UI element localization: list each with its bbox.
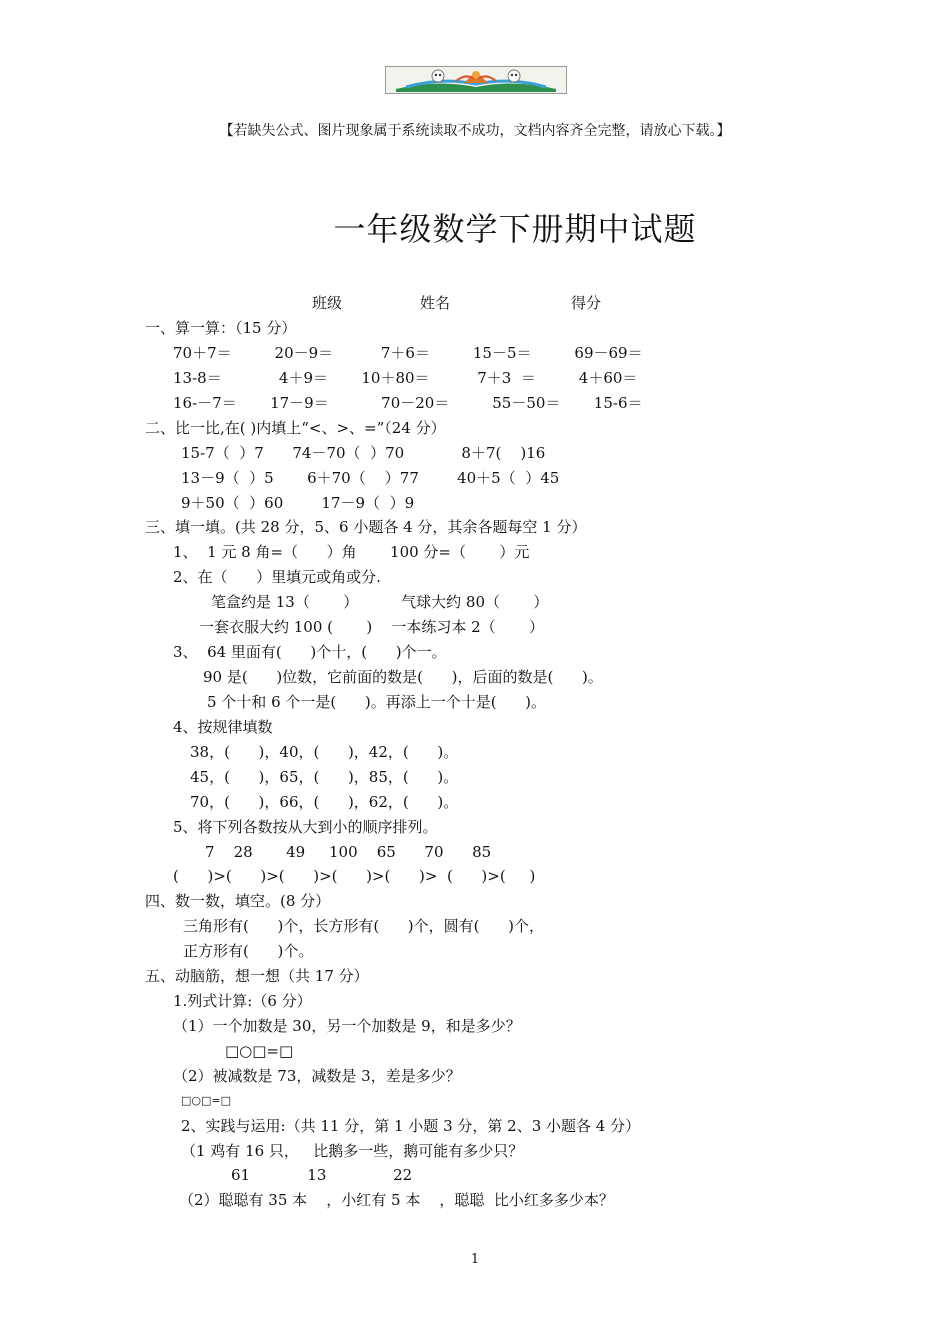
- section-3-heading: 三、填一填。(共 28 分，5、6 小题各 4 分，其余各题每空 1 分）: [145, 518, 587, 536]
- compare-row: 13－9（ ）5 6＋70（ ）77 40＋5（ ）45: [181, 469, 560, 487]
- score-label: 得分: [571, 294, 602, 312]
- section-5-heading: 五、动脑筋，想一想（共 17 分）: [145, 967, 369, 985]
- question-text: 3、 64 里面有( )个十，( )个一。: [173, 643, 447, 661]
- question-text: 5、将下列各数按从大到小的顺序排列。: [173, 818, 438, 836]
- sequence-row: 70，( )，66，( )，62，( )。: [190, 793, 459, 811]
- question-text: 笔盒约是 13（ ） 气球大约 80（ ）: [211, 593, 549, 611]
- question-text: 正方形有( )个。: [183, 942, 314, 960]
- compare-row: 15-7（ ）7 74－70（ ）70 8＋7( )16: [181, 444, 546, 462]
- section-1-heading: 一、算一算：（15 分）: [145, 319, 297, 337]
- name-label: 姓名: [420, 294, 451, 312]
- class-label: 班级: [312, 294, 343, 312]
- question-text: （2）聪聪有 35 本 ，小红有 5 本 ，聪聪 比小红多多少本？: [179, 1191, 614, 1209]
- compare-row: 9＋50（ ）60 17－9（ ）9: [181, 494, 415, 512]
- equation-blank: □○□=□: [181, 1094, 231, 1107]
- question-text: （1 鸡有 16 只， 比鹅多一些，鹅可能有多少只？: [181, 1142, 524, 1160]
- answer-options: 61 13 22: [231, 1166, 413, 1184]
- book-logo-icon: [386, 67, 566, 93]
- sequence-row: 38，( )，40，( )，42，( )。: [190, 743, 459, 761]
- question-text: 一套衣服大约 100 ( ) 一本练习本 2（ ）: [199, 618, 545, 636]
- number-list: 7 28 49 100 65 70 85: [205, 843, 492, 861]
- download-notice: 【若缺失公式、图片现象属于系统读取不成功，文档内容齐全完整，请放心下载。】: [219, 123, 731, 139]
- sequence-row: 45，( )，65，( )，85，( )。: [190, 768, 459, 786]
- question-text: （2）被减数是 73，减数是 3，差是多少？: [173, 1067, 461, 1085]
- page-number: 1: [470, 1252, 480, 1267]
- calc-row: 16-－7＝ 17－9＝ 70－20＝ 55－50＝ 15-6＝: [173, 394, 643, 412]
- section-4-heading: 四、数一数，填空。(8 分）: [145, 892, 331, 910]
- page-title: 一年级数学下册期中试题: [333, 210, 697, 248]
- header-logo: [385, 66, 567, 94]
- question-text: 2、实践与运用:（共 11 分，第 1 小题 3 分，第 2、3 小题各 4 分）: [181, 1117, 641, 1135]
- calc-row: 13-8＝ 4＋9＝ 10＋80＝ 7＋3 ＝ 4＋60＝: [173, 369, 638, 387]
- ordering-row: ( )>( )>( )>( )>( )> ( )>( ): [173, 867, 536, 885]
- question-text: 1、 1 元 8 角=（ ）角 100 分=（ ）元: [173, 543, 530, 561]
- question-text: 1.列式计算:（6 分）: [173, 992, 312, 1010]
- equation-blank: □○□=□: [225, 1042, 294, 1060]
- question-text: 三角形有( )个，长方形有( )个，圆有( )个，: [183, 917, 544, 935]
- question-text: （1）一个加数是 30，另一个加数是 9，和是多少？: [173, 1017, 521, 1035]
- section-2-heading: 二、比一比,在( )内填上“<、>、=”（24 分）: [145, 419, 446, 437]
- calc-row: 70＋7＝ 20－9＝ 7＋6＝ 15－5＝ 69－69＝: [173, 344, 643, 362]
- question-text: 2、在（ ）里填元或角或分.: [173, 568, 381, 586]
- question-text: 4、按规律填数: [173, 718, 273, 736]
- question-text: 5 个十和 6 个一是( )。再添上一个十是( )。: [207, 693, 547, 711]
- question-text: 90 是( )位数，它前面的数是( )，后面的数是( )。: [203, 668, 603, 686]
